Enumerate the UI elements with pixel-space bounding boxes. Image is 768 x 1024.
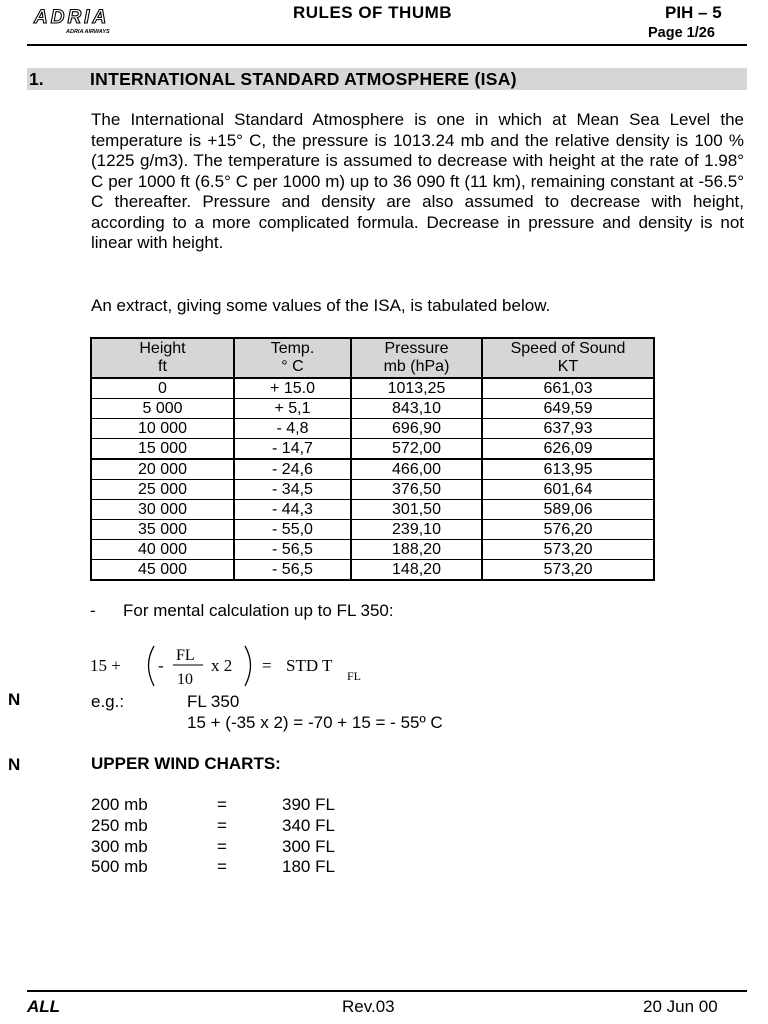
upper-wind-equals: = bbox=[217, 857, 227, 876]
left-paren bbox=[149, 646, 155, 686]
document-title: RULES OF THUMB bbox=[293, 3, 453, 22]
extract-intro-text: An extract, giving some values of the ISA, is tabulated below. bbox=[91, 296, 551, 315]
right-paren bbox=[245, 646, 251, 686]
upper-wind-fl: 340 FL bbox=[282, 816, 335, 835]
isa-table bbox=[90, 337, 655, 581]
bullet-dash: - bbox=[90, 601, 96, 620]
table-row: 30 000 - 44,3 301,50 589,06 bbox=[91, 500, 654, 520]
formula-prefix: 15 + bbox=[90, 656, 121, 675]
document-id: PIH – 5 bbox=[665, 3, 722, 22]
upper-wind-mb: 300 mb bbox=[91, 837, 148, 856]
mental-calculation-text: For mental calculation up to FL 350: bbox=[123, 601, 394, 620]
table-row: 20 000 - 24,6 466,00 613,95 bbox=[91, 459, 654, 480]
formula-equals: = bbox=[262, 656, 272, 675]
page-number: Page 1/26 bbox=[648, 25, 715, 41]
table-row: 40 000 - 56,5 188,20 573,20 bbox=[91, 540, 654, 560]
n-marker: N bbox=[8, 690, 21, 709]
table-header-row bbox=[91, 338, 654, 378]
header-speed-of-sound: Speed of Sound KT bbox=[482, 338, 654, 378]
upper-wind-fl: 180 FL bbox=[282, 857, 335, 876]
upper-wind-mb: 500 mb bbox=[91, 857, 148, 876]
example-label: e.g.: bbox=[91, 692, 125, 711]
footer-applicability: ALL bbox=[27, 997, 61, 1016]
table-row: 45 000 - 56,5 148,20 573,20 bbox=[91, 560, 654, 581]
header-temp: Temp. ° C bbox=[234, 338, 351, 378]
svg-text:ADRIA: ADRIA bbox=[34, 7, 110, 28]
formula-numerator: FL bbox=[176, 647, 195, 664]
table-row: 0 + 15.0 1013,25 661,03 bbox=[91, 378, 654, 399]
formula-minus: - bbox=[158, 656, 164, 675]
upper-wind-equals: = bbox=[217, 837, 227, 856]
upper-wind-equals: = bbox=[217, 816, 227, 835]
upper-wind-fl: 300 FL bbox=[282, 837, 335, 856]
table-row: 10 000 - 4,8 696,90 637,93 bbox=[91, 419, 654, 439]
footer-revision: Rev.03 bbox=[342, 997, 395, 1016]
upper-wind-title: UPPER WIND CHARTS: bbox=[91, 754, 281, 773]
formula-subscript: FL bbox=[347, 669, 362, 683]
table-row: 35 000 - 55,0 239,10 576,20 bbox=[91, 520, 654, 540]
isa-description-paragraph: The International Standard Atmosphere is one in which at Mean Sea Level the temperature is +15° C, the pressure is 1013.24 mb and the relative density is 100 % (1225 g/m3). The temperature is assumed to decrease with height at the rate of 1.98° C per 1000 ft (6.5° C per 1000 m) up to 36 090 ft (11 km), remaining constant at -56.5° C thereafter. Pressure and density are also assumed to decrease with height, according to a more complicated formula. Decrease in pressure and density is not linear with height. bbox=[91, 110, 744, 252]
formula-times: x 2 bbox=[211, 656, 233, 675]
table-row: 25 000 - 34,5 376,50 601,64 bbox=[91, 480, 654, 500]
svg-text:ADRIA AIRWAYS: ADRIA AIRWAYS bbox=[66, 29, 110, 35]
example-line-2: 15 + (-35 x 2) = -70 + 15 = - 55º C bbox=[187, 713, 443, 732]
header-divider bbox=[27, 44, 747, 46]
formula-result: STD T bbox=[286, 656, 333, 675]
header-height: Height ft bbox=[91, 338, 234, 378]
upper-wind-fl: 390 FL bbox=[282, 795, 335, 814]
upper-wind-mb: 200 mb bbox=[91, 795, 148, 814]
example-line-1: FL 350 bbox=[187, 692, 240, 711]
header-pressure: Pressure mb (hPa) bbox=[351, 338, 482, 378]
upper-wind-equals: = bbox=[217, 795, 227, 814]
footer-divider bbox=[27, 990, 747, 992]
footer-date: 20 Jun 00 bbox=[643, 997, 718, 1016]
upper-wind-mb: 250 mb bbox=[91, 816, 148, 835]
temperature-formula bbox=[88, 638, 388, 694]
section-title: INTERNATIONAL STANDARD ATMOSPHERE (ISA) bbox=[90, 69, 517, 89]
table-row: 5 000 + 5,1 843,10 649,59 bbox=[91, 399, 654, 419]
adria-logo bbox=[32, 6, 154, 36]
table-row: 15 000 - 14,7 572,00 626,09 bbox=[91, 439, 654, 460]
section-number: 1. bbox=[29, 69, 44, 89]
n-marker: N bbox=[8, 755, 21, 774]
formula-denominator: 10 bbox=[177, 671, 193, 688]
